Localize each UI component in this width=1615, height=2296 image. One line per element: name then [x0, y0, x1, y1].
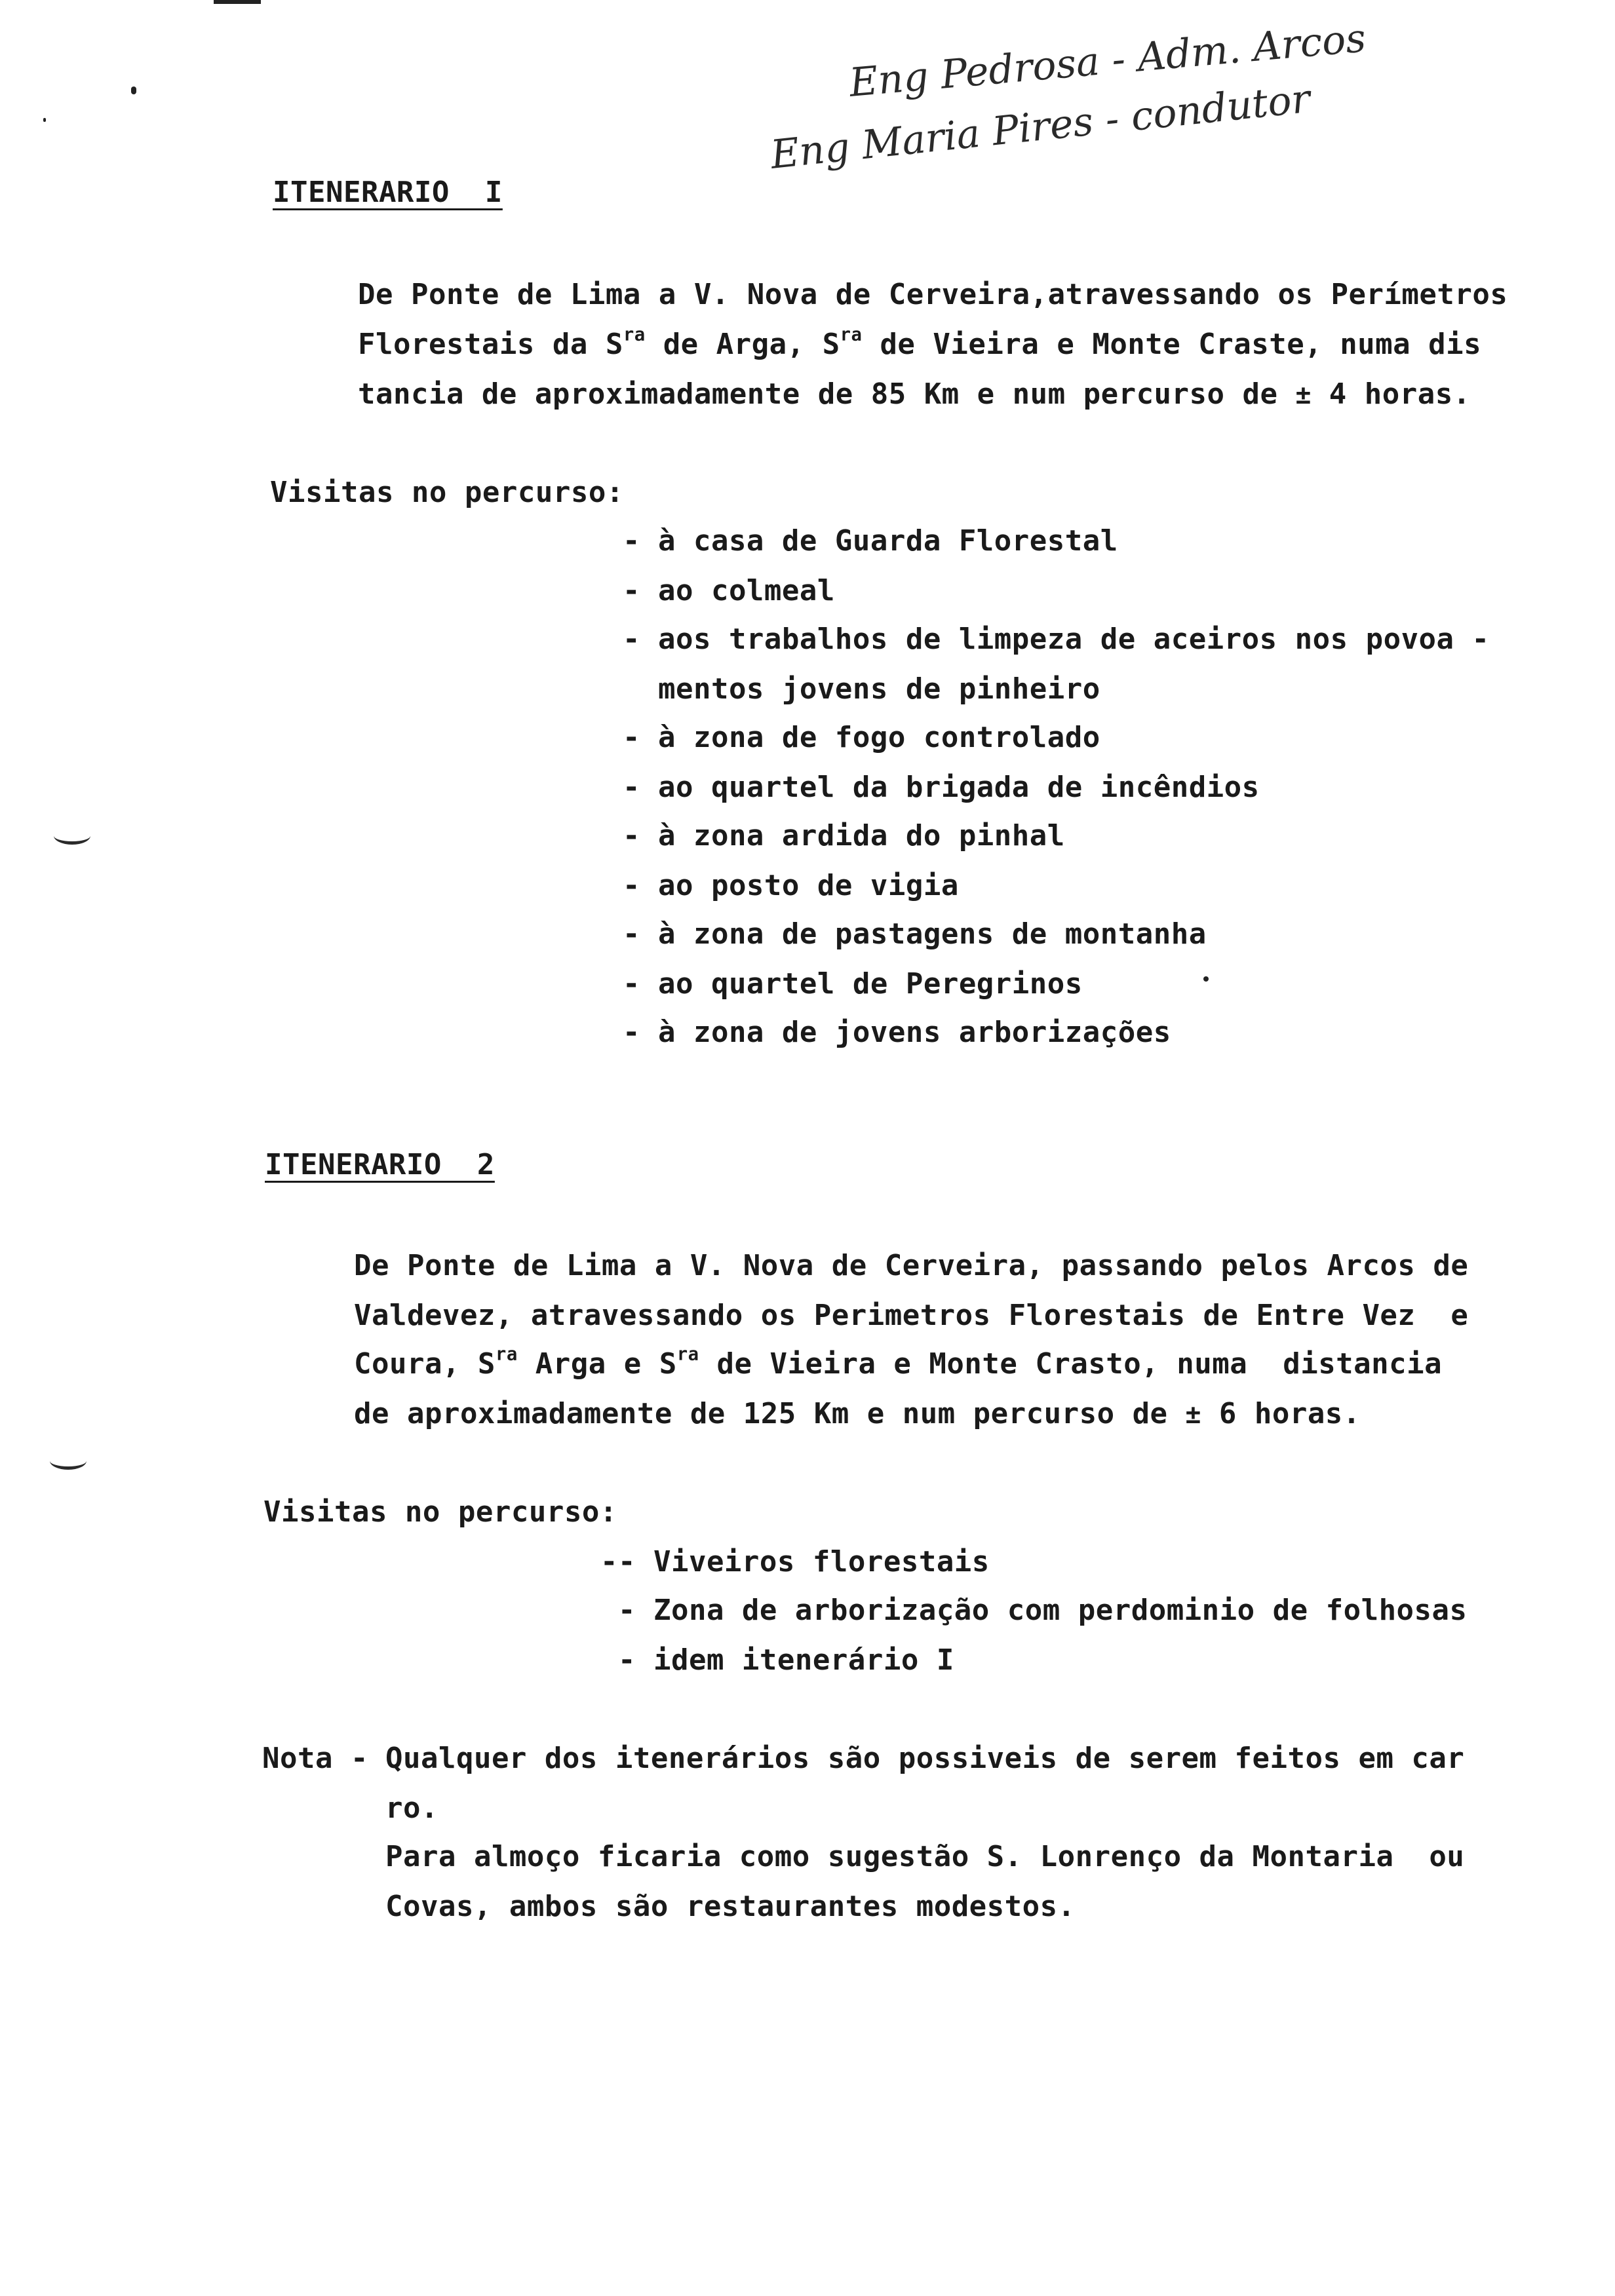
ink-dot: [131, 86, 136, 94]
list-item: - à casa de Guarda Florestal: [623, 524, 1118, 558]
itinerary-2-heading: ITENERARIO 2: [265, 1148, 495, 1181]
superscript: ra: [495, 1344, 518, 1365]
handwritten-note-line2: Eng Maria Pires - condutor: [768, 75, 1313, 178]
superscript: ra: [676, 1344, 699, 1365]
note-line1: Qualquer dos itenerários são possiveis de serem feitos em car: [385, 1742, 1465, 1775]
list-item: - à zona ardida do pinhal: [623, 819, 1065, 852]
list-item: - ao colmeal: [623, 574, 835, 607]
note-line2: ro.: [385, 1791, 438, 1825]
superscript: ra: [840, 324, 863, 345]
list-item: - ao quartel de Peregrinos: [623, 967, 1083, 1001]
list-item: - à zona de fogo controlado: [623, 721, 1100, 754]
ink-dot: [1203, 976, 1209, 982]
top-edge-mark: [214, 0, 261, 4]
itinerary-1-desc-line1: De Ponte de Lima a V. Nova de Cerveira,atravessando os Perímetros: [358, 278, 1508, 311]
itinerary-1-visits-label: Visitas no percurso:: [270, 476, 624, 509]
handwritten-note-line1: Eng Pedrosa - Adm. Arcos: [847, 15, 1368, 106]
itinerary-1-desc-line3: tancia de aproximadamente de 85 Km e num percurso de ± 4 horas.: [358, 377, 1471, 411]
itinerary-1-heading: ITENERARIO I: [273, 176, 503, 209]
note-label: Nota -: [262, 1742, 386, 1775]
itinerary-2-visits-label: Visitas no percurso:: [263, 1495, 617, 1529]
margin-mark: [50, 1452, 87, 1470]
list-item: mentos jovens de pinheiro: [623, 672, 1100, 706]
list-item: - ao posto de vigia: [623, 869, 959, 902]
ink-dot-small: [43, 118, 46, 122]
list-item: - ao quartel da brigada de incêndios: [623, 771, 1260, 804]
list-item: - Zona de arborização com perdominio de folhosas: [600, 1594, 1468, 1627]
plus-minus-sign: ±: [1295, 380, 1312, 410]
itinerary-1-desc-line2: Florestais da $S^{ra}$ de Arga, $S^{ra}$ de Vieira e Monte Craste, numa dis: [358, 324, 1482, 361]
list-item: - à zona de jovens arborizações: [623, 1016, 1171, 1049]
note-line4: Covas, ambos são restaurantes modestos.: [385, 1890, 1076, 1923]
list-item: - à zona de pastagens de montanha: [623, 917, 1207, 951]
list-item: - idem itenerário I: [600, 1643, 954, 1677]
itinerary-2-desc-line1: De Ponte de Lima a V. Nova de Cerveira, passando pelos Arcos de: [354, 1249, 1469, 1282]
list-item: -- Viveiros florestais: [600, 1545, 990, 1578]
itinerary-2-desc-line4: de aproximadamente de 125 Km e num percurso de ± 6 horas.: [354, 1397, 1361, 1430]
itinerary-2-desc-line2: Valdevez, atravessando os Perimetros Florestais de Entre Vez e: [354, 1299, 1469, 1332]
list-item: - aos trabalhos de limpeza de aceiros nos povoa -: [623, 622, 1490, 656]
note-line3: Para almoço ficaria como sugestão S. Lonrenço da Montaria ou: [385, 1840, 1465, 1873]
plus-minus-sign: ±: [1185, 1400, 1201, 1430]
margin-mark: [54, 827, 90, 845]
itinerary-2-desc-line3: Coura, $S^{ra}$ Arga e $S^{ra}$ de Vieira e Monte Crasto, numa distancia: [354, 1344, 1443, 1381]
superscript: ra: [623, 324, 646, 345]
